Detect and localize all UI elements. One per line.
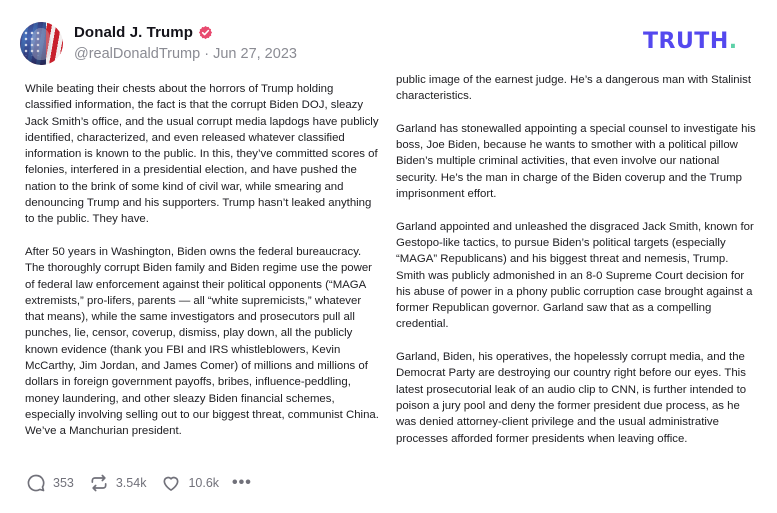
retruth-icon [89, 473, 109, 493]
retruth-count: 3.54k [115, 476, 147, 490]
post-paragraph: Garland, Biden, his operatives, the hopelessly corrupt media, and the Democrat Party are destroying our country right before our eyes. This latest prosecutorial leak of an audio clip to CNN, is further intended to poison a jury pool and deny the former president due process, as he was denied attorney-client privilege and the usual administrative processes afforded former presidents when leaving office. [396, 351, 747, 445]
logo-text: TRUTH [643, 29, 729, 54]
post-header [20, 21, 297, 65]
reply-button[interactable] [26, 473, 74, 493]
post-body-right-column [396, 72, 758, 456]
reply-bubble-icon [26, 473, 46, 493]
post-paragraph: After 50 years in Washington, Biden owns the federal bureaucracy. The thoroughly corrupt Biden family and Biden regime use the power of federal law enforcement against their political opponents (“MAGA extremists,” pro-lifers, parents — all “white supremicists,” whatever that means), while the same investigators and prosecutors pull all punches, lie, censor, coverup, dismiss, play down, all the publicly known evidence (thank you FBI and IRS whistleblowers, Kevin McCarthy, Jim Jordan, and James Comer) of millions and millions of dollars in foreign government payoffs, bribes, influence-peddling, money laundering, and other sleazy Biden financial schemes, especially involving selling out to our biggest threat, communist China. We’ve a Manchurian president. [25, 245, 379, 438]
truth-social-logo [643, 29, 738, 54]
reply-count: 353 [53, 476, 74, 490]
verified-badge-icon [198, 25, 213, 40]
post-paragraph-text: public image of the earnest judge. He’s a dangerous man with Stalinist characteristics. [396, 74, 752, 103]
meta-separator: · [200, 46, 214, 62]
author-avatar[interactable] [20, 22, 63, 65]
like-count: 10.6k [188, 476, 220, 490]
post-actions-bar [26, 472, 252, 494]
logo-dot: . [728, 29, 738, 54]
post-paragraph: While beating their chests about the horrors of Trump holding classified information, the fact is that the corrupt Biden DOJ, sleazy Jack Smith’s office, and the usual corrupt media lapdogs have publicly identified, characterized, and even released whatever classified information is known to the public. In this, they’ve committed scores of felonies, interfered in a presidential election, and have pushed the nation to the brink of some kind of civil war, while smearing and denouncing Trump and his supporters. Trump hasn’t leaked anything to the public. They have. [25, 83, 379, 226]
avatar-portrait [31, 28, 51, 60]
post-paragraph: Garland has stonewalled appointing a special counsel to investigate his boss, Joe Biden, because he wants to smother with a political pillow Biden’s multiple criminal activities, that even involve our national security. He’s the man in charge of the Biden coverup and the Trump imprisonment effort. [396, 122, 756, 201]
post-paragraph-continued [396, 72, 758, 105]
author-display-name[interactable]: Donald J. Trump [74, 23, 194, 41]
author-meta [74, 43, 297, 65]
author-handle[interactable]: @realDonaldTrump [74, 46, 201, 62]
post-date[interactable]: Jun 27, 2023 [213, 46, 297, 62]
like-button[interactable] [161, 473, 219, 493]
retruth-button[interactable] [89, 473, 147, 493]
post-body-left-column [25, 81, 380, 452]
heart-icon [161, 473, 181, 493]
post-paragraph: Garland appointed and unleashed the disgraced Jack Smith, known for Gestopo-like tactics, to pursue Biden’s political targets (especially “MAGA” Republicans) and his biggest threat and nemesis, Trump. Smith was publicly admonished in an 8-0 Supreme Court decision for his abuse of power in a phony public corruption case brought against a former Republican governor. Garland saw that as a compelling credential. [396, 220, 754, 331]
author-info [74, 21, 297, 65]
more-dots-icon[interactable]: ••• [232, 474, 252, 491]
